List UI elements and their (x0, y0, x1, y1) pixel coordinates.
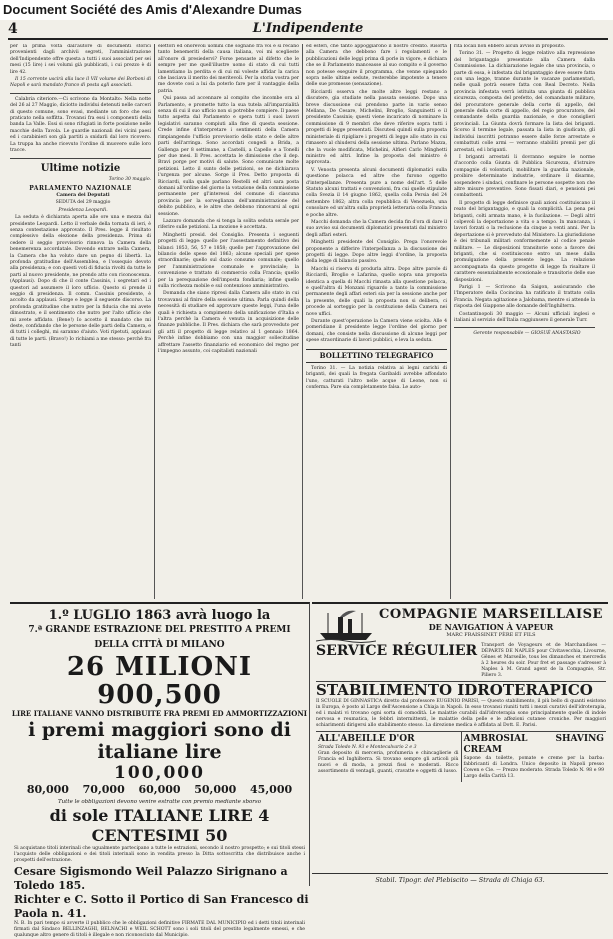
ad-stab-body: Il SCUOLE DI GINNASTICA diretto dal professore EUGENIO PARISI, — Questo stabilimento, il più bello di quanti esistono in Europa, è posto al Largo dell'Ascensione a Chiaja in Napoli. In esso trovansi riuniti tutti i mezzi curativi dell'idroterapia, ed i malati vi trovano ogni sorta di comodità. Le malattie curabili dall'idroterapia sono principalmente quelle di indole nervosa e reumatica, le febbri intermittenti, le malattie della pelle e le affezioni cutanee croniche. Per maggiori schiarimenti dirigersi allo stabilimento stesso. La direzione medica è affidata al Dott. E. Parisi. (316, 699, 606, 728)
paragraph: Durante quest'operazione la Camera viene sciolta. Alle 4 pomeridiane il presidente legge l'ordine del giorno per domani, che consiste nella discussione di alcune leggi per spese straordinarie di lavori pubblici, e leva la seduta. (306, 319, 447, 344)
ad-lottery-body: Si acquistano titoli interinali che ugualmente partecipano a tutte le estrazioni, secondo il nostro prospetto; e sui titoli stessi l'acquisto delle obbligazioni e dei titoli interinali sono in vendita presso la Ditta sottoscritta che distribuisce anche i prospetti dell'estrazione. (14, 846, 305, 864)
gerente-signature: Gerente responsabile — GIOSUÈ ANASTASIO (473, 331, 581, 337)
ad-lottery-vendor-2: Richter e C. Sotto il Portico di San Francesco di Paola n. 41. (14, 892, 309, 920)
running-header (8, 20, 608, 40)
ad-lottery-prize-list (10, 783, 309, 797)
small-ads-row (316, 731, 606, 782)
paragraph: Minghetti presidente del Consiglio. Prega l'onorevole proponente a differire l'interpellanza a la discussione dei progetti di legge. Dopo altre leggi d'ordine, la proposta della legge di bilancio passivo. (306, 240, 447, 265)
subtitle-camera: Camera dei Deputati (56, 192, 110, 198)
divider (10, 93, 151, 94)
document-banner: Document Société des Amis d'Alexandre Dumas (0, 0, 613, 20)
paragraph: per la prima volta dall'autore di documenti storici provenienti dagli archivii segreti, l'amministrazione dell'Indipendente offre questa a tutti i suoi associati per sei mesi (15 lire) i sei volumi già pubblicati, i cui prezzo è di lire 42. (10, 44, 151, 75)
paragraph: Macchi si riserva di produrla altra. Dopo altre parole di Ricciardi, Broglio e Lafarina, quello sopra una proposta identica a quella di Macchi rimasta alla questione polacca, e quell'altra di Monzani riguardo a tanto la commissione permanente degli affari esteri sia per la sessione anche per la presente, delle quali la proposta non si delibera, ci procede al sorteggio per la costituzione della Camera nei nove uffici. (306, 266, 447, 317)
seduta-date: SEDUTA del 29 maggio (55, 200, 111, 206)
paragraph: Torino 31. — La notizia relativa ai legni carichi di briganti, dei quali la fregata Garibaldi avrebbe affondato l'uno, catturati l'altro nelle acque di Leone, non si conferma. Pare sia completamente falsa. Le auto- (306, 365, 447, 390)
paragraph: V. Venosta presenta alcuni documenti diplomatici sulla questione polacca ed altre che furono oggetto d'interpellanze. Presenta pure a nome dell'art. 5 delle Statuto alcuni trattati e convenzioni, fra cui quelle stipulate colla Svezia il 14 giugno 1862, quella colla Persia del 24 settembre 1862; altra colla repubblica di Venezuela, una consolare ed un'altra sulla proprietà letteraria colla Francia e poche altre. (306, 167, 447, 218)
paragraph: elettori ed onorevoli uomini che sognano fra voi e si recano tanto benemeriti della causa italiana, voi mi sceglieste all'onore di presiedervi? Forse pensaste al difetto che le sempre per me quell'illustre uomo di stato di cui tutti lamentiamo la perdita e di cui mi voleste affidar la carica che lasciava il merito dei meritevoli. Per la storia vostra per me dovete così a lui da poterlo fare per il vantaggio della patria. (158, 44, 299, 94)
ad-lottery-millions: 26 MILIONI 900,500 (66, 652, 253, 710)
ad-abeille-title: ALL'ABEILLE D'OR (318, 734, 415, 744)
section-title-bollettino: BOLLETTINO TELEGRAFICO (306, 349, 447, 363)
paragraph: Costantinopoli 30 maggio — Alcuni ufficiali inglesi e italiani al servizio dell'Italia raggiunsero il generale Turr. (454, 311, 595, 324)
ad-abeille-address: Strada Toledo N. 93 e Montecalvario 2 e 3 (318, 745, 417, 750)
paragraph: Lazzaro domanda che si tenga la solita seduta serale per riferire sulle petizioni. La mozione è accettata. (158, 218, 299, 231)
ad-company-subtitle: DE NAVIGATION À VAPEUR (428, 622, 554, 632)
ad-lottery-note: Tutte le obbligazioni devono venire estratte con premio mediante sborso (57, 799, 262, 805)
presidenza: Presidenza Leopardi. (58, 207, 108, 213)
paragraph: Ricciardi osserva che molte altre leggi restano a discutere, gia studiate nella passata sessione. Dopo una breve discussione cui prendono parte in vario senso Mellana, De Cesare, Michelini, Broglio, Sanguinetti e il presidente Cassinis; questi viene incaricato di nominare la commissione di 9 membri che deve riferire sopra tutti i progetti di legge presentati. Discutesi quindi sulla proposta ministeriale di ripigliare i progetti di legge allo stato in cui rimasero al chiudersi della sessione ultima. Parlano Mazza, che la vuole modificata, Michelini, Alfieri Carlo Minghetti ministro ed altri. Infine la proposta del ministro è approvata. (306, 89, 447, 166)
ad-lottery-prizes: i premi maggiori sono di italiane lire (28, 719, 291, 763)
column-rule (450, 44, 451, 599)
divider (454, 327, 595, 328)
ad-stab-title: STABILIMENTO IDROTERAPICO (316, 681, 593, 699)
paragraph: rità locali non ebbero alcun avviso in proposito. (454, 44, 565, 49)
paragraph: Torino 31. — Progetto di legge relativo alla repressione del brigantaggio presentato alla Camera dalla Commissione. La dichiarazione legale che una provincia, o parte di essa, è infestata dal brigantaggio deve essere fatta con una legge, tranne durante le vacanze parlamentari, nelle quali potrà essere fatta con Real Decreto. Nella provincia infestata verrà istituita una giunta di pubblica sicurezza, composta del prefetto, del comandante militare, del procuratore generale della corte di appello, del generale della corte di appello, del regio procuratore, del comandante della guardia nazionale, e due consiglieri provinciali. La Giunta dovrà formare la lista dei briganti. Scorso il termine legale, passata la lista in giudicato, gli individui inscritti potranno essere dalle forze arrestate e combattuti colle armi — verranno stabiliti premii per gli arrestati, ed i briganti. (454, 51, 595, 153)
column-rule (302, 44, 303, 599)
divider (10, 158, 151, 159)
column-rule (154, 44, 155, 599)
ad-ambrosial-body: Sapone da toilette, pomate e creme per la barba: fabbricanti di Londra. Unico deposito in Napoli presso Cowen e Cie. — Prezzo moderato. Strada Toledo N. 98 e 99 Largo della Carità 13. (463, 756, 604, 779)
lottery-advertisement (10, 602, 310, 939)
printer-footer: Stabil. Tipogr. del Plebiscito — Strada di Chiaja 63. (312, 873, 608, 886)
prize-amount: 70,000 (82, 783, 125, 796)
paragraph: Minghetti presid. del Consiglio. Presenta i seguenti progetti di legge: quello per l'assestamento definitivo dei bilanci 1853, 56, 57 e 1858; quello per l'approvazione del bilancio delle spese del 1863; alcune speciali per spese straordinarie; quello sul dazio consumo comunale; quello per l'amministrazione comunale e provinciale; la convenzione e trattato di commercio colla Francia; quello per la perequazione dell'imposta fondiaria; infine quello sulla ricchezza mobile e sul contenzioso amministrativo. (158, 232, 299, 290)
paragraph: Macchi domanda che la Camera decida fin d'ora di dare il suo avviso sui documenti diplomatici presentati dal ministro degli affari esteri. (306, 219, 447, 238)
paragraph: Parigi 1 — Scrivono da Saigon, assicurando che l'Imperatore della Cocincina ha ratificato il trattato colla Francia. Negata agitazione a Jalobama, mentre si attende la risposta del Giappone alle domande dell'Inghilterra. (454, 285, 595, 310)
dateline: Torino 30 maggio. (108, 176, 151, 182)
paragraph: Domanda che siano ripresi dalla Camera allo stato in cui trovavansi al finire della sessione ultima. Parla quindi della necessità di studiare ed approvare queste leggi, l'una delle quali è richiesta a compimento della unificazione d'Italia e l'altra perchè la Camera è venuta in acquisizione delle finanze pubbliche. Il Pres. dichiara che sarà provveduto per gli atti il progetto di legge relativo al 1 gennaio 1864. Perchè infine dobbiamo con una maggior sollecitudine affrettare l'assetto finanziario ed economico del regno per l'impegno assunto, coi capitalisti nazionali (158, 291, 299, 355)
ad-service-title: SERVICE RÉGULIER (316, 643, 478, 659)
paragraph: I briganti arrestati li dovranno seguire le norme d'accordo colla Giunta di Pubblica Sicurezza, d'istruire compagnie di volontarii, mobilitare la guardia nazionale, proibire determinate industrie, ordinare il disarmo, sospendere i sindaci, confinare le persone sospette non che altre misure preventive. Sono fissati diari, e pensioni pei combattenti. (454, 154, 595, 199)
ad-lottery-date: 1.º LUGLIO 1863 avrà luogo la (48, 608, 271, 623)
prize-amount: 45,000 (250, 783, 293, 796)
paragraph: Calabria citeriore.—Ci scrivono da Montalto: Nella notte del 26 al 27 Maggio, diciotto individui detenuti nelle carceri di questo comune, sono evasi, mediante un foro che essi praticato nella soffitta. Trovansi fra essi i componenti della banda La Valle. Essi si sono rifugiati in forte posizione nelle macchie della Tavola. Le guardie nazionali dei vicini paesi ed i carabinieri son già partiti a snidarli dal loro ricovero. La truppa ha anche ricevuto l'ordine di muovere sulle loro tracce. (10, 96, 151, 154)
paragraph: La seduta è dichiarata aperta alle ore una e mezza dal presidente Leopardi. Letto il verbale della tornata di ieri, è senza contestazione approvato. Il Pres. legge il risultato complessivo della elezione della presidenza. Prima di cedere il seggio provvisorio rinnova la Camera della benemerenza accordatale. Dovendo entrare nella Camera, la Camera che ha voluto dare un pegno di libertà. La profonda gratitudine dell'Assemblea, e l'ossequio devoto alla presidenza; e con questi voti di fiducia rivolti da tutte le parti al nuovo presidente, ne prendo atto con riconoscenza. (Applausi). Dopo di che il conte Cassinis, i segretari ed i questori ad assumere il loro ufficio. Questo si prende il seggio di presidenza. Il comm. Cassinis presidente, è accolto da applausi. Sorge e legge il seguente discorso. La profonda gratitudine che nutro per la fiducia che mi avete dimostrato, e il sentimento che nutro per l'alto ufficio che mi avete affidato. (Bene!) Io accetto il mandato che mi deste, confidando che le persone delle parti della Camera, e di tutti i colleghi, mi saranno d'aiuto. Voti ripetuti, applausi di tutte le parti. (Bravo!) Io richiami a me stesso: perchè fra tanti (10, 215, 151, 349)
stabilimento-ad (316, 682, 606, 729)
page-number: 4 (8, 21, 18, 37)
ad-company-owner: MARC FRAISSINET PÈRE ET FILS (446, 632, 536, 638)
column-3 (306, 44, 447, 599)
ad-service-text: Transport de Voyageurs et de Marchandises — DÉPARTS DE NAPLES pour Civitavecchia, Livourne, Gênes et Marseille, tous les dimanches et mercredis à 2 heures du soir. Pour fret et passage s'adresser à Naples à M. Grand agent de la Compagnie, Str. Piliero 3. (481, 643, 606, 678)
ad-lottery-distribution: LIRE ITALIANE VANNO DISTRIBUITE FRA PREMI ED AMMORTIZZAZIONI (11, 709, 308, 718)
prize-amount: 50,000 (194, 783, 237, 796)
paragraph: Il 15 corrente uscirà alla luce il VII volume dei Borboni di Napoli e sarà mandato franco di posta agli associati. (10, 77, 151, 89)
abeille-ad (316, 732, 461, 782)
prize-amount: 60,000 (138, 783, 181, 796)
shipping-advertisement (312, 602, 608, 886)
ad-lottery-vendor-1: Cesare Sigismondo Weil Palazzo Sirignano a Toledo 185. (14, 864, 288, 892)
section-title-ultime-notizie: Ultime notizie (40, 162, 121, 174)
ad-abeille-body: Gran deposito di merceria, profumeria e chincaglierie di Francia ed Inghilterra. Si trovano sempre gli articoli più nuovi e di moda, a prezzi fissi e moderati. Ricco assortimento di ventagli, guanti, cravatte e oggetti di lusso. (318, 751, 459, 774)
ad-company-title: COMPAGNIE MARSEILLAISE (379, 607, 603, 622)
steamship-icon (316, 607, 376, 643)
section-title-parlamento: PARLAMENTO NAZIONALE (29, 184, 132, 192)
paragraph: Il progetto di legge definisce quali azioni costituiscano il reato del brigantaggio, e quali la complicità. La pena pei briganti, colti armata mano, è la fucilazione. — Degli altri colpevoli la deportazione a vita o a tempo. In mancanza, i lavori forzati o la reclusione da cinque a venti anni. Per la deportazione si è provveduto dal Ministero. La giurisdizione è dei tribunali militari conformemente al codice penale militare. — Le disposizioni transitorie sono a favore dei briganti, che si costituiscono entro un mese dalla promulgazione della presente legge. La relazione accompagnata da questo progetto di legge fa risaltare il carattere essenzialmente eccezionale e transitorio delle sue disposizioni. (454, 200, 595, 283)
masthead: L'Indipendente (252, 21, 364, 36)
paragraph: ed esteri, che tanto appoggiarono il nostro credito. Risorta alla Camera che debbono fare i regolamenti e le pubblicazioni delle leggi prima di porle in vigore, e dichiara che se il Parlamento manceasse al suo compito e il governo non potesse eseguire il programma, che venne spiegando sopra nelle ultime sedute, resterebbe impotente a tenere delle sue promesse (sensazione). (306, 44, 447, 88)
ad-lottery-nb: N. B. In pari tempo si avverte il pubblico che le obbligazioni definitive FIRMATE DAL MUNICIPIO ed i detti titoli interinali firmati dal Sindaco BELLINZAGHI, BELNACHI e WEIL SCHOTT sono i soli titoli del prestito legalmente emessi, e che qualunque altro genere di titoli è illegale e non riconosciuto dal Municipio. (14, 920, 305, 939)
column-2 (158, 44, 299, 599)
prize-amount: 80,000 (26, 783, 69, 796)
paragraph: Qui passa ad accennare al compito che incombe ora al Parlamento, e promette tutto la sua tutela all'imparzialità senza di cui il suo ufficio non si potrebbe compiere. Il paese tutto aspetta dal Parlamento e spera tutti i suoi lavori legislativi saranno compiuti alla fine di questa sessione. Crede infine d'interpretare i sentimenti della Camera rimpiangendo l'ufficio provvisorio dello stato e delle altre parti dell'arringa. Sono accordati congedi a Brida, a Gallenga per 8 settimane, a Castelli, a Capello e a Tonelli per due mesi. Il Pres. accettata le dimissione che il dep. Bravi porge per motivi di salute. Sono comunicate molte petizioni. Letto il sunto delle petizioni, se ne dichiarava l'urgenza per alcune. Sorge il Pres. Detto proposta di Ricciardi, sulla quale parlano Restelli ed altri sara posta domani all'ordine del giorno la votazione della commissione permanente per gl'interessi del comune di ciascuna provincia per la sorveglianza dell'amministrazione del debito pubblico, e le altre che debbono rinnovarsi al ogni sessione. (158, 96, 299, 217)
ad-ambrosial-title: AMBROSIAL SHAVING CREAM (463, 734, 604, 755)
ad-lottery-top-prize: 100,000 (114, 763, 205, 783)
ship-header (316, 607, 606, 643)
service-row (316, 643, 606, 682)
ambrosial-ad (461, 732, 607, 782)
column-4 (454, 44, 595, 599)
ad-lottery-extraction: 7.ª GRANDE ESTRAZIONE DEL PRESTITO A PREMI DELLA CITTÀ DI MILANO (28, 625, 291, 650)
column-1 (10, 44, 151, 599)
ad-lottery-price: di sole ITALIANE LIRE 4 CENTESIMI 50 (49, 806, 270, 845)
